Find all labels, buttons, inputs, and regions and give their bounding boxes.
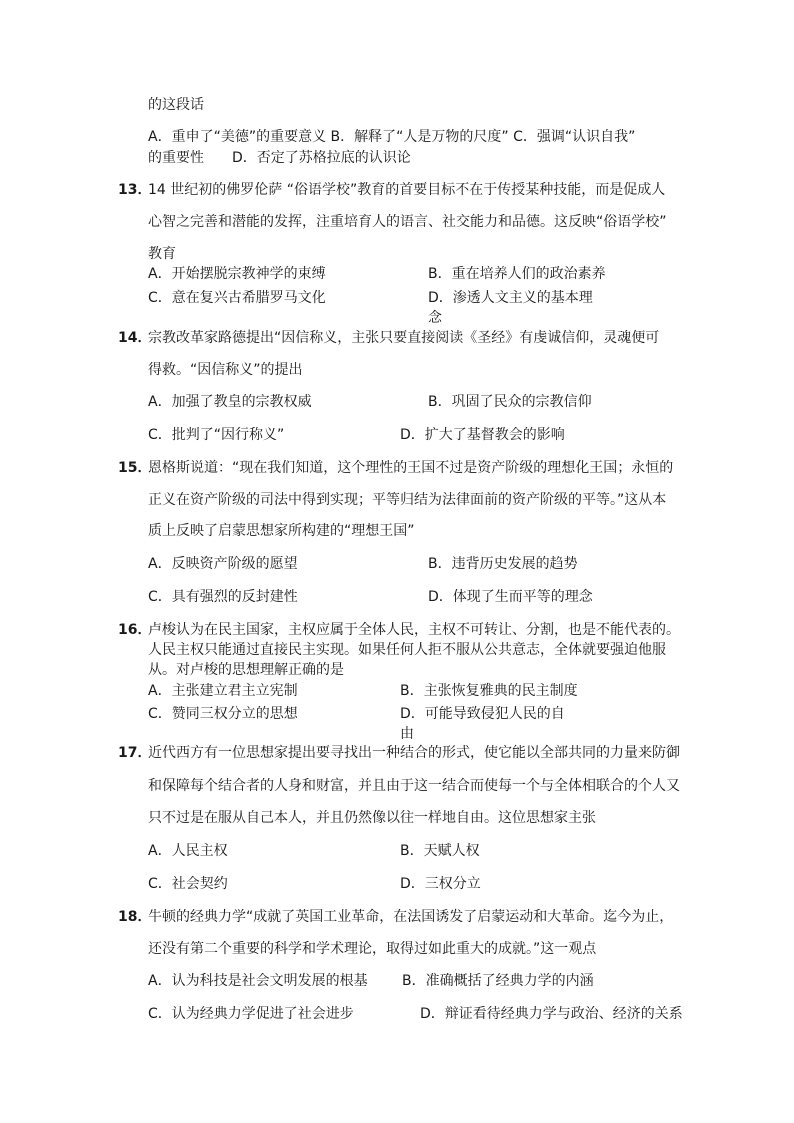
q13-number: 13．	[118, 182, 152, 198]
q13-stem-line1: 14 世纪初的佛罗伦萨 “俗语学校”教育的首要目标不在于传授某种技能，而是促成人	[148, 182, 666, 198]
q17-option-c: C．社会契约	[148, 876, 228, 892]
q13-stem-line2: 心智之完善和潜能的发挥，注重培育人的语言、社交能力和品德。这反映“俗语学校”	[148, 214, 667, 230]
q15-option-b: B．违背历史发展的趋势	[428, 556, 578, 572]
q17-option-d: D．三权分立	[400, 876, 481, 892]
q16-stem-line3: 从。对卢梭的思想理解正确的是	[148, 662, 344, 678]
q17-stem-line1: 近代西方有一位思想家提出要寻找出一种结合的形式，使它能以全部共同的力量来防御	[148, 745, 680, 761]
q17-stem-line3: 只不过是在服从自己本人，并且仍然像以往一样地自由。这位思想家主张	[148, 810, 596, 826]
q15-option-c: C．具有强烈的反封建性	[148, 589, 298, 605]
q14-option-c: C．批判了“因行称义”	[148, 427, 285, 443]
q17-option-b: B．天赋人权	[400, 843, 480, 859]
q16-stem-line2: 人民主权只能通过直接民主实现。如果任何人拒不服从公共意志，全体就要强迫他服	[148, 642, 666, 658]
q14-stem-line1: 宗教改革家路德提出“因信称义，主张只要直接阅读《圣经》有虔诚信仰，灵魂便可	[148, 330, 660, 346]
q13-option-b: B．重在培养人们的政治素养	[428, 266, 606, 282]
q13-stem-line3: 教育	[148, 246, 176, 262]
q12-options-line1: A．重申了“美德”的重要意义 B．解释了“人是万物的尺度” C．强调“认识自我”	[148, 129, 636, 145]
q18-stem-line2: 还没有第二个重要的科学和学术理论，取得过如此重大的成就。”这一观点	[148, 941, 597, 957]
q15-number: 15．	[118, 460, 152, 476]
q15-stem-line1: 恩格斯说道：“现在我们知道，这个理性的王国不过是资产阶级的理想化王国；永恒的	[148, 460, 674, 476]
q17-option-a: A．人民主权	[148, 843, 228, 859]
q14-stem-line2: 得救。“因信称义”的提出	[148, 362, 303, 378]
q12-options-line2: 的重要性 D．否定了苏格拉底的认识论	[148, 150, 411, 166]
q13-option-d: D．渗透人文主义的基本理	[428, 290, 593, 306]
q14-number: 14．	[118, 330, 152, 346]
q15-stem-line2: 正义在资产阶级的司法中得到实现；平等归结为法律面前的资产阶级的平等。”这从本	[148, 492, 667, 508]
q18-option-c: C．认为经典力学促进了社会进步	[148, 1006, 354, 1022]
q16-option-b: B．主张恢复雅典的民主制度	[400, 683, 578, 699]
q14-option-d: D．扩大了基督教会的影响	[400, 427, 565, 443]
q18-option-d: D．辩证看待经典力学与政治、经济的关系	[420, 1006, 683, 1022]
q13-option-a: A．开始摆脱宗教神学的束缚	[148, 266, 326, 282]
q12-stem-end: 的这段话	[148, 97, 204, 113]
q14-option-b: B．巩固了民众的宗教信仰	[428, 394, 592, 410]
q18-number: 18．	[118, 909, 152, 925]
q13-option-c: C．意在复兴古希腊罗马文化	[148, 290, 326, 306]
q16-option-a: A．主张建立君主立宪制	[148, 683, 298, 699]
q15-stem-line3: 质上反映了启蒙思想家所构建的“理想王国”	[148, 523, 415, 539]
q14-option-a: A．加强了教皇的宗教权威	[148, 394, 312, 410]
q16-option-d: D．可能导致侵犯人民的自	[400, 706, 565, 722]
q15-option-a: A．反映资产阶级的愿望	[148, 556, 298, 572]
q17-number: 17．	[118, 745, 152, 761]
q16-option-d-wrap: 由	[400, 726, 414, 742]
q15-option-d: D．体现了生而平等的理念	[428, 589, 593, 605]
q13-option-d-wrap: 念	[428, 310, 442, 326]
q17-stem-line2: 和保障每个结合者的人身和财富，并且由于这一结合而使每一个与全体相联合的个人又	[148, 778, 680, 794]
q16-stem-line1: 卢梭认为在民主国家，主权应属于全体人民，主权不可转让、分割，也是不能代表的。	[148, 622, 680, 638]
q18-option-a: A．认为科技是社会文明发展的根基	[148, 973, 368, 989]
q18-stem-line1: 牛顿的经典力学“成就了英国工业革命，在法国诱发了启蒙运动和大革命。迄今为止，	[148, 909, 674, 925]
q16-option-c: C．赞同三权分立的思想	[148, 706, 298, 722]
q16-number: 16．	[118, 622, 152, 638]
q18-option-b: B．准确概括了经典力学的内涵	[402, 973, 594, 989]
